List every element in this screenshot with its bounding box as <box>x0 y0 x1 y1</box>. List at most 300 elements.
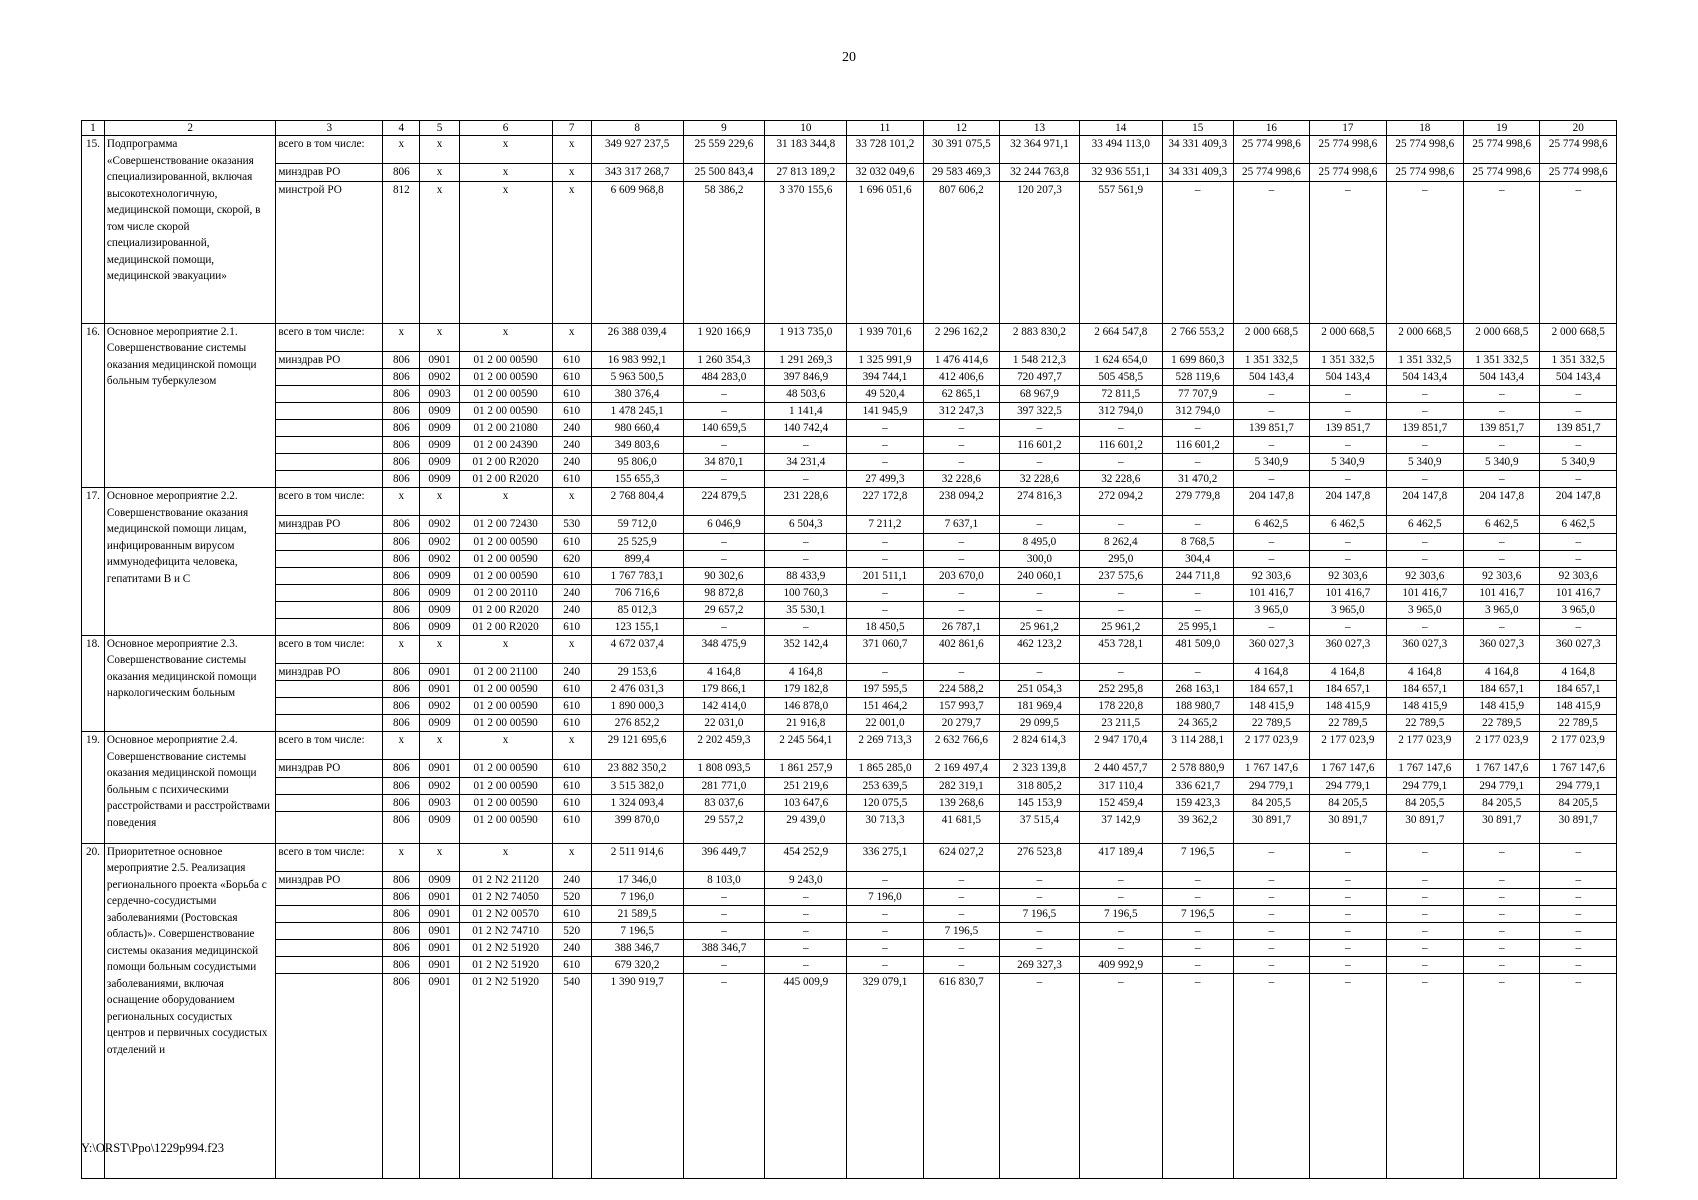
amount-cell: 2 000 668,5 <box>1310 323 1386 351</box>
amount-cell: – <box>1310 843 1386 871</box>
budget-code-cell: 0903 <box>420 794 459 811</box>
amount-cell: – <box>1079 420 1162 437</box>
amount-cell: 41 681,5 <box>923 811 999 843</box>
budget-code-cell: 0909 <box>420 584 459 601</box>
amount-cell: 159 423,3 <box>1162 794 1233 811</box>
amount-cell: – <box>1386 940 1464 957</box>
amount-cell: 251 054,3 <box>1000 681 1080 698</box>
amount-cell: – <box>1464 471 1540 488</box>
amount-cell: – <box>1310 906 1386 923</box>
amount-cell: 1 351 332,5 <box>1464 351 1540 369</box>
budget-code-cell: 240 <box>552 663 591 681</box>
amount-cell: – <box>923 420 999 437</box>
column-number-header: 17 <box>1310 121 1386 136</box>
amount-cell: – <box>1310 471 1386 488</box>
budget-code-cell: 01 2 00 00590 <box>459 777 552 794</box>
measure-description: Основное мероприятие 2.2. Совершенствование оказания медицинской помощи лицам, инфицированным вирусом иммунодефицита человека, гепатитами В и С <box>104 488 275 636</box>
amount-cell: 5 963 500,5 <box>591 369 683 386</box>
amount-cell: 120 207,3 <box>1000 181 1080 323</box>
executor-cell <box>276 550 383 567</box>
amount-cell: 29 583 469,3 <box>923 164 999 182</box>
amount-cell: 244 711,8 <box>1162 567 1233 584</box>
budget-code-cell: 610 <box>552 777 591 794</box>
amount-cell: 157 993,7 <box>923 698 999 715</box>
amount-cell: – <box>1162 601 1233 618</box>
amount-cell: 1 767 147,6 <box>1386 760 1464 778</box>
amount-cell: 84 205,5 <box>1386 794 1464 811</box>
amount-cell: – <box>923 889 999 906</box>
amount-cell: 39 362,2 <box>1162 811 1233 843</box>
amount-cell: 6 462,5 <box>1310 516 1386 534</box>
amount-cell: 388 346,7 <box>591 940 683 957</box>
budget-code-cell: х <box>459 843 552 871</box>
amount-cell: – <box>1162 923 1233 940</box>
budget-code-cell: 812 <box>383 181 420 323</box>
amount-cell: – <box>1233 923 1309 940</box>
amount-cell: 1 890 000,3 <box>591 698 683 715</box>
amount-cell: 7 196,5 <box>923 923 999 940</box>
budget-code-cell: 610 <box>552 760 591 778</box>
amount-cell: – <box>1000 871 1080 889</box>
amount-cell: 68 967,9 <box>1000 386 1080 403</box>
executor-cell <box>276 794 383 811</box>
table-row <box>82 906 1617 923</box>
amount-cell: 7 196,5 <box>1162 906 1233 923</box>
amount-cell: 90 302,6 <box>683 567 765 584</box>
amount-cell: 6 462,5 <box>1386 516 1464 534</box>
table-row <box>82 567 1617 584</box>
budget-code-cell: х <box>420 732 459 760</box>
amount-cell: 197 595,5 <box>847 681 923 698</box>
amount-cell: 1 767 147,6 <box>1310 760 1386 778</box>
amount-cell: 252 295,8 <box>1079 681 1162 698</box>
amount-cell: – <box>847 584 923 601</box>
column-number-header: 19 <box>1464 121 1540 136</box>
budget-code-cell: 610 <box>552 906 591 923</box>
amount-cell: 980 660,4 <box>591 420 683 437</box>
amount-cell: – <box>847 923 923 940</box>
amount-cell: 2 202 459,3 <box>683 732 765 760</box>
budget-code-cell: 806 <box>383 584 420 601</box>
budget-code-cell: 01 2 N2 00570 <box>459 906 552 923</box>
budget-code-cell: 806 <box>383 516 420 534</box>
amount-cell: – <box>1233 940 1309 957</box>
amount-cell: 142 414,0 <box>683 698 765 715</box>
amount-cell: – <box>765 550 847 567</box>
budget-code-cell: 806 <box>383 403 420 420</box>
column-number-header: 16 <box>1233 121 1309 136</box>
executor-cell <box>276 403 383 420</box>
budget-code-cell: х <box>552 323 591 351</box>
amount-cell: 77 707,9 <box>1162 386 1233 403</box>
amount-cell: – <box>1386 871 1464 889</box>
amount-cell: 5 340,9 <box>1310 454 1386 471</box>
amount-cell: – <box>1162 957 1233 974</box>
amount-cell: 2 245 564,1 <box>765 732 847 760</box>
amount-cell: 148 415,9 <box>1386 698 1464 715</box>
amount-cell: 25 774 998,6 <box>1310 164 1386 182</box>
amount-cell: 7 196,5 <box>1079 906 1162 923</box>
budget-code-cell: 01 2 00 00590 <box>459 386 552 403</box>
amount-cell: 3 965,0 <box>1540 601 1617 618</box>
amount-cell: 4 164,8 <box>683 663 765 681</box>
amount-cell: – <box>1540 386 1617 403</box>
table-row <box>82 584 1617 601</box>
amount-cell: 240 060,1 <box>1000 567 1080 584</box>
amount-cell: 188 980,7 <box>1162 698 1233 715</box>
amount-cell: – <box>765 618 847 635</box>
amount-cell: – <box>1079 940 1162 957</box>
amount-cell: – <box>683 386 765 403</box>
amount-cell: 360 027,3 <box>1464 635 1540 663</box>
amount-cell: 34 231,4 <box>765 454 847 471</box>
budget-code-cell: 806 <box>383 777 420 794</box>
amount-cell: 2 824 614,3 <box>1000 732 1080 760</box>
amount-cell: – <box>1464 843 1540 871</box>
executor-cell: минстрой РО <box>276 181 383 323</box>
amount-cell: 116 601,2 <box>1162 437 1233 454</box>
amount-cell: 1 141,4 <box>765 403 847 420</box>
amount-cell: 7 196,5 <box>1162 843 1233 871</box>
budget-code-cell: 806 <box>383 871 420 889</box>
amount-cell: – <box>1464 618 1540 635</box>
budget-code-cell: 806 <box>383 974 420 1179</box>
amount-cell: 1 767 147,6 <box>1464 760 1540 778</box>
amount-cell: 4 164,8 <box>1310 663 1386 681</box>
amount-cell: 371 060,7 <box>847 635 923 663</box>
amount-cell: – <box>765 437 847 454</box>
table-row <box>82 923 1617 940</box>
amount-cell: – <box>1540 618 1617 635</box>
budget-code-cell: 0901 <box>420 889 459 906</box>
amount-cell: – <box>1000 663 1080 681</box>
amount-cell: 29 557,2 <box>683 811 765 843</box>
budget-code-cell: 01 2 00 R2020 <box>459 601 552 618</box>
budget-code-cell: 01 2 00 R2020 <box>459 471 552 488</box>
amount-cell: 1 767 147,6 <box>1540 760 1617 778</box>
amount-cell: 184 657,1 <box>1386 681 1464 698</box>
table-row <box>82 601 1617 618</box>
amount-cell: 399 870,0 <box>591 811 683 843</box>
executor-cell <box>276 601 383 618</box>
amount-cell: – <box>765 957 847 974</box>
amount-cell: 2 000 668,5 <box>1233 323 1309 351</box>
budget-code-cell: 0901 <box>420 760 459 778</box>
amount-cell: 140 659,5 <box>683 420 765 437</box>
amount-cell: 88 433,9 <box>765 567 847 584</box>
budget-code-cell: 01 2 00 00590 <box>459 811 552 843</box>
budget-code-cell: 240 <box>552 437 591 454</box>
budget-code-cell: 806 <box>383 164 420 182</box>
executor-cell: всего в том числе: <box>276 732 383 760</box>
amount-cell: – <box>765 533 847 550</box>
executor-cell: всего в том числе: <box>276 323 383 351</box>
amount-cell: – <box>1310 533 1386 550</box>
executor-cell: минздрав РО <box>276 351 383 369</box>
amount-cell: 33 494 113,0 <box>1079 136 1162 164</box>
budget-code-cell: х <box>420 164 459 182</box>
amount-cell: 32 364 971,1 <box>1000 136 1080 164</box>
amount-cell: – <box>923 584 999 601</box>
amount-cell: – <box>1386 403 1464 420</box>
budget-code-cell: х <box>552 635 591 663</box>
column-number-header: 18 <box>1386 121 1464 136</box>
table-row <box>82 760 1617 778</box>
budget-code-cell: 610 <box>552 567 591 584</box>
budget-code-cell: 806 <box>383 437 420 454</box>
amount-cell: 25 774 998,6 <box>1233 136 1309 164</box>
table-row <box>82 871 1617 889</box>
amount-cell: – <box>1464 940 1540 957</box>
budget-code-cell: х <box>552 164 591 182</box>
amount-cell: 7 196,5 <box>591 923 683 940</box>
amount-cell: 394 744,1 <box>847 369 923 386</box>
row-number: 18. <box>82 635 105 732</box>
amount-cell: 21 916,8 <box>765 715 847 732</box>
executor-cell <box>276 681 383 698</box>
amount-cell: 2 664 547,8 <box>1079 323 1162 351</box>
amount-cell: 16 983 992,1 <box>591 351 683 369</box>
amount-cell: 32 228,6 <box>1079 471 1162 488</box>
measure-description: Основное мероприятие 2.3. Совершенствование системы оказания медицинской помощи наркологическим больным <box>104 635 275 732</box>
amount-cell: 37 515,4 <box>1000 811 1080 843</box>
budget-code-cell: х <box>459 164 552 182</box>
amount-cell: 360 027,3 <box>1233 635 1309 663</box>
budget-code-cell: 530 <box>552 516 591 534</box>
budget-code-cell: 806 <box>383 940 420 957</box>
budget-code-cell: х <box>459 323 552 351</box>
amount-cell: – <box>1000 974 1080 1179</box>
amount-cell: 155 655,3 <box>591 471 683 488</box>
amount-cell: 294 779,1 <box>1540 777 1617 794</box>
budget-code-cell: 01 2 N2 74050 <box>459 889 552 906</box>
amount-cell: – <box>1233 550 1309 567</box>
amount-cell: 402 861,6 <box>923 635 999 663</box>
amount-cell: 22 789,5 <box>1540 715 1617 732</box>
executor-cell: всего в том числе: <box>276 843 383 871</box>
budget-code-cell: 01 2 00 00590 <box>459 715 552 732</box>
amount-cell: – <box>847 871 923 889</box>
amount-cell: 92 303,6 <box>1310 567 1386 584</box>
amount-cell: 25 961,2 <box>1079 618 1162 635</box>
amount-cell: – <box>1079 663 1162 681</box>
amount-cell: 1 767 147,6 <box>1233 760 1309 778</box>
amount-cell: 3 370 155,6 <box>765 181 847 323</box>
amount-cell: 1 696 051,6 <box>847 181 923 323</box>
amount-cell: – <box>1079 584 1162 601</box>
executor-cell <box>276 584 383 601</box>
budget-code-cell: 01 2 N2 21120 <box>459 871 552 889</box>
amount-cell: – <box>1233 974 1309 1179</box>
amount-cell: – <box>683 618 765 635</box>
amount-cell: – <box>1540 181 1617 323</box>
budget-code-cell: 0909 <box>420 715 459 732</box>
budget-code-cell: 806 <box>383 618 420 635</box>
amount-cell: – <box>923 437 999 454</box>
amount-cell: 123 155,1 <box>591 618 683 635</box>
amount-cell: 276 852,2 <box>591 715 683 732</box>
budget-code-cell: 806 <box>383 698 420 715</box>
budget-code-cell: 240 <box>552 584 591 601</box>
amount-cell: 181 969,4 <box>1000 698 1080 715</box>
budget-code-cell: 610 <box>552 386 591 403</box>
amount-cell: – <box>1464 386 1540 403</box>
amount-cell: 201 511,1 <box>847 567 923 584</box>
amount-cell: 4 672 037,4 <box>591 635 683 663</box>
amount-cell: 139 268,6 <box>923 794 999 811</box>
executor-cell <box>276 715 383 732</box>
amount-cell: 6 504,3 <box>765 516 847 534</box>
budget-code-cell: 0901 <box>420 957 459 974</box>
amount-cell: 269 327,3 <box>1000 957 1080 974</box>
amount-cell: – <box>765 889 847 906</box>
executor-cell <box>276 906 383 923</box>
row-number: 17. <box>82 488 105 636</box>
amount-cell: – <box>1464 181 1540 323</box>
amount-cell: – <box>1386 533 1464 550</box>
amount-cell: 184 657,1 <box>1540 681 1617 698</box>
amount-cell: 807 606,2 <box>923 181 999 323</box>
amount-cell: 25 774 998,6 <box>1540 136 1617 164</box>
amount-cell: 22 789,5 <box>1464 715 1540 732</box>
amount-cell: 312 247,3 <box>923 403 999 420</box>
budget-code-cell: х <box>420 136 459 164</box>
amount-cell: 139 851,7 <box>1386 420 1464 437</box>
amount-cell: – <box>1386 437 1464 454</box>
amount-cell: – <box>765 471 847 488</box>
amount-cell: 84 205,5 <box>1464 794 1540 811</box>
amount-cell: 29 153,6 <box>591 663 683 681</box>
table-row <box>82 777 1617 794</box>
budget-code-cell: х <box>552 843 591 871</box>
amount-cell: – <box>847 550 923 567</box>
amount-cell: – <box>765 940 847 957</box>
amount-cell: 1 325 991,9 <box>847 351 923 369</box>
budget-code-cell: 01 2 00 R2020 <box>459 618 552 635</box>
amount-cell: 84 205,5 <box>1310 794 1386 811</box>
amount-cell: 72 811,5 <box>1079 386 1162 403</box>
amount-cell: – <box>1310 386 1386 403</box>
amount-cell: 116 601,2 <box>1079 437 1162 454</box>
budget-code-cell: 806 <box>383 681 420 698</box>
amount-cell: 58 386,2 <box>683 181 765 323</box>
amount-cell: 1 913 735,0 <box>765 323 847 351</box>
table-row <box>82 663 1617 681</box>
amount-cell: 5 340,9 <box>1386 454 1464 471</box>
amount-cell: 37 142,9 <box>1079 811 1162 843</box>
budget-code-cell: 806 <box>383 811 420 843</box>
amount-cell: 3 965,0 <box>1464 601 1540 618</box>
column-number-header: 3 <box>276 121 383 136</box>
amount-cell: 4 164,8 <box>1386 663 1464 681</box>
budget-code-cell: 0909 <box>420 403 459 420</box>
amount-cell: 139 851,7 <box>1540 420 1617 437</box>
amount-cell: 101 416,7 <box>1540 584 1617 601</box>
amount-cell: – <box>1233 618 1309 635</box>
amount-cell: 1 324 093,4 <box>591 794 683 811</box>
amount-cell: – <box>1310 181 1386 323</box>
amount-cell: 34 331 409,3 <box>1162 164 1233 182</box>
budget-code-cell: 806 <box>383 923 420 940</box>
amount-cell: 84 205,5 <box>1540 794 1617 811</box>
amount-cell: 7 196,5 <box>1000 906 1080 923</box>
amount-cell: 35 530,1 <box>765 601 847 618</box>
table-row <box>82 351 1617 369</box>
amount-cell: – <box>1540 889 1617 906</box>
amount-cell: 1 351 332,5 <box>1386 351 1464 369</box>
budget-code-cell: 01 2 00 21080 <box>459 420 552 437</box>
amount-cell: – <box>1079 974 1162 1179</box>
amount-cell: 101 416,7 <box>1386 584 1464 601</box>
table-row <box>82 811 1617 843</box>
amount-cell: 30 891,7 <box>1310 811 1386 843</box>
amount-cell: 204 147,8 <box>1386 488 1464 516</box>
amount-cell: – <box>683 550 765 567</box>
amount-cell: 5 340,9 <box>1464 454 1540 471</box>
amount-cell: 6 462,5 <box>1233 516 1309 534</box>
amount-cell: 22 789,5 <box>1386 715 1464 732</box>
amount-cell: – <box>1162 974 1233 1179</box>
amount-cell: – <box>923 550 999 567</box>
amount-cell: 148 415,9 <box>1233 698 1309 715</box>
amount-cell: 148 415,9 <box>1310 698 1386 715</box>
budget-code-cell: х <box>383 732 420 760</box>
amount-cell: 679 320,2 <box>591 957 683 974</box>
amount-cell: 25 774 998,6 <box>1540 164 1617 182</box>
amount-cell: 25 525,9 <box>591 533 683 550</box>
amount-cell: – <box>1233 957 1309 974</box>
amount-cell: 24 365,2 <box>1162 715 1233 732</box>
table-row <box>82 323 1617 351</box>
amount-cell: 329 079,1 <box>847 974 923 1179</box>
table-row <box>82 889 1617 906</box>
amount-cell: – <box>1233 386 1309 403</box>
amount-cell: 101 416,7 <box>1310 584 1386 601</box>
amount-cell: 1 699 860,3 <box>1162 351 1233 369</box>
amount-cell: 3 515 382,0 <box>591 777 683 794</box>
amount-cell: 179 866,1 <box>683 681 765 698</box>
amount-cell: – <box>1464 906 1540 923</box>
amount-cell: – <box>1540 437 1617 454</box>
amount-cell: – <box>683 437 765 454</box>
amount-cell: – <box>1386 550 1464 567</box>
amount-cell: – <box>1310 889 1386 906</box>
amount-cell: 33 728 101,2 <box>847 136 923 164</box>
row-number: 16. <box>82 323 105 488</box>
budget-code-cell: 610 <box>552 698 591 715</box>
amount-cell: – <box>1464 957 1540 974</box>
amount-cell: – <box>683 957 765 974</box>
table-row <box>82 715 1617 732</box>
amount-cell: – <box>1079 871 1162 889</box>
amount-cell: – <box>1233 533 1309 550</box>
budget-code-cell: 610 <box>552 715 591 732</box>
amount-cell: 505 458,5 <box>1079 369 1162 386</box>
amount-cell: – <box>1162 871 1233 889</box>
executor-cell: минздрав РО <box>276 760 383 778</box>
budget-code-cell: х <box>552 732 591 760</box>
table-row <box>82 454 1617 471</box>
amount-cell: 92 303,6 <box>1386 567 1464 584</box>
amount-cell: 6 046,9 <box>683 516 765 534</box>
amount-cell: 282 319,1 <box>923 777 999 794</box>
budget-code-cell: 240 <box>552 420 591 437</box>
amount-cell: 312 794,0 <box>1079 403 1162 420</box>
amount-cell: 26 787,1 <box>923 618 999 635</box>
amount-cell: – <box>1540 471 1617 488</box>
amount-cell: 2 768 804,4 <box>591 488 683 516</box>
amount-cell: 2 440 457,7 <box>1079 760 1162 778</box>
